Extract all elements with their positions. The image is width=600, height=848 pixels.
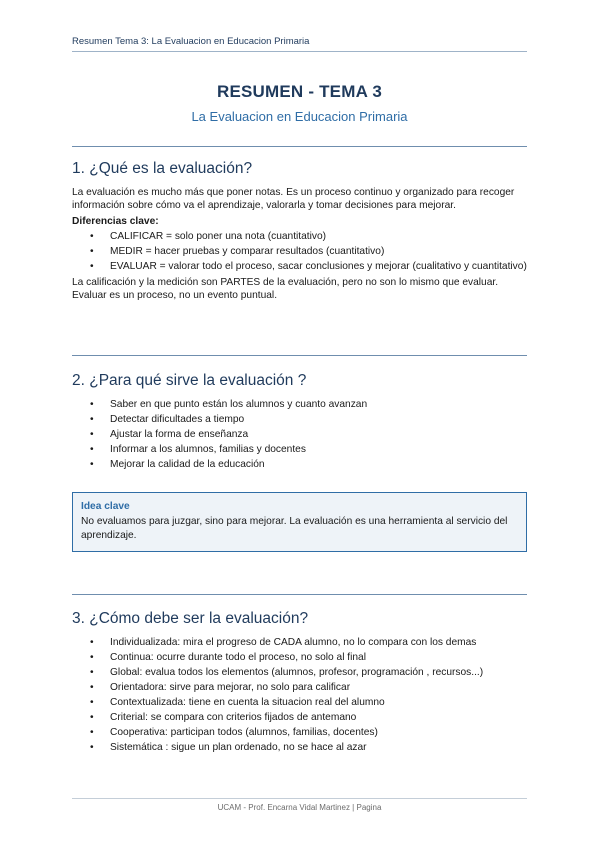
list-item: • Criterial: se compara con criterios fijados de antemano: [90, 712, 357, 723]
bullet-icon: •: [90, 697, 94, 708]
bullet-icon: •: [90, 429, 94, 440]
list-item: • Sistemática : sigue un plan ordenado, no se hace al azar: [90, 742, 367, 753]
bullet-icon: •: [90, 246, 94, 257]
list-item: • Orientadora: sirve para mejorar, no solo para calificar: [90, 682, 351, 693]
list-item: • Continua: ocurre durante todo el proceso, no solo al final: [90, 652, 366, 663]
bullet-icon: •: [90, 667, 94, 678]
footer-divider: [72, 798, 527, 799]
list-item: • Individualizada: mira el progreso de CADA alumno, no lo compara con los demas: [90, 637, 477, 648]
list-item: • Detectar dificultades a tiempo: [90, 414, 245, 425]
section-heading: 1. ¿Qué es la evaluación?: [72, 160, 253, 177]
diferencias-list: [72, 230, 527, 273]
list-item: • Saber en que punto están los alumnos y cuanto avanzan: [90, 399, 368, 410]
section-para-que: [72, 372, 527, 474]
list-item: • Global: evalua todos los elementos (alumnos, profesor, programación , recursos...): [90, 667, 484, 678]
bullet-icon: •: [90, 231, 94, 242]
como-debe-list: [72, 636, 527, 754]
list-item: • EVALUAR = valorar todo el proceso, sacar conclusiones y mejorar (cualitativo y cuantitativo): [90, 261, 527, 272]
list-item: • Mejorar la calidad de la educación: [90, 459, 265, 470]
bullet-icon: •: [90, 682, 94, 693]
bullet-icon: •: [90, 459, 94, 470]
list-item: • Ajustar la forma de enseñanza: [90, 429, 249, 440]
running-header: Resumen Tema 3: La Evaluacion en Educacion Primaria: [72, 36, 527, 52]
bullet-icon: •: [90, 712, 94, 723]
bullet-icon: •: [90, 414, 94, 425]
page-footer: UCAM - Prof. Encarna Vidal Martinez | Pagina: [217, 803, 382, 812]
divider-section-2: [72, 355, 527, 356]
divider-section-3: [72, 594, 527, 595]
bullet-icon: •: [90, 742, 94, 753]
diferencias-label: Diferencias clave:: [72, 216, 159, 227]
bullet-icon: •: [90, 727, 94, 738]
section-heading: 2. ¿Para qué sirve la evaluación ?: [72, 372, 307, 389]
callout-text: No evaluamos para juzgar, sino para mejorar. La evaluación es una herramienta al servicio del aprendizaje.: [81, 516, 508, 541]
section-que-es: [72, 160, 527, 306]
document-title: RESUMEN - TEMA 3: [216, 82, 383, 101]
callout-title: Idea clave: [81, 501, 130, 512]
document-subtitle: La Evaluacion en Educacion Primaria: [191, 109, 408, 124]
list-item: • Informar a los alumnos, familias y docentes: [90, 444, 306, 455]
bullet-icon: •: [90, 652, 94, 663]
bullet-icon: •: [90, 261, 94, 272]
title-block: [72, 82, 527, 124]
section-closing: La calificación y la medición son PARTES de la evaluación, pero no son lo mismo que evaluar. Evaluar es un proceso, no un evento puntual.: [72, 277, 499, 301]
bullet-icon: •: [90, 444, 94, 455]
section-heading: 3. ¿Cómo debe ser la evaluación?: [72, 610, 309, 627]
list-item: • CALIFICAR = solo poner una nota (cuantitativo): [90, 231, 327, 242]
divider-title: [72, 146, 527, 147]
bullet-icon: •: [90, 399, 94, 410]
list-item: • Contextualizada: tiene en cuenta la situacion real del alumno: [90, 697, 385, 708]
idea-clave-callout: [72, 492, 527, 552]
para-que-list: [72, 398, 527, 471]
list-item: • Cooperativa: participan todos (alumnos, familias, docentes): [90, 727, 378, 738]
section-intro: La evaluación es mucho más que poner notas. Es un proceso continuo y organizado para recoger información sobre cómo va el aprendizaje, valorarla y tomar decisiones para mejorar.: [72, 187, 515, 211]
section-como-debe: [72, 610, 527, 757]
bullet-icon: •: [90, 637, 94, 648]
list-item: • MEDIR = hacer pruebas y comparar resultados (cuantitativo): [90, 246, 385, 257]
